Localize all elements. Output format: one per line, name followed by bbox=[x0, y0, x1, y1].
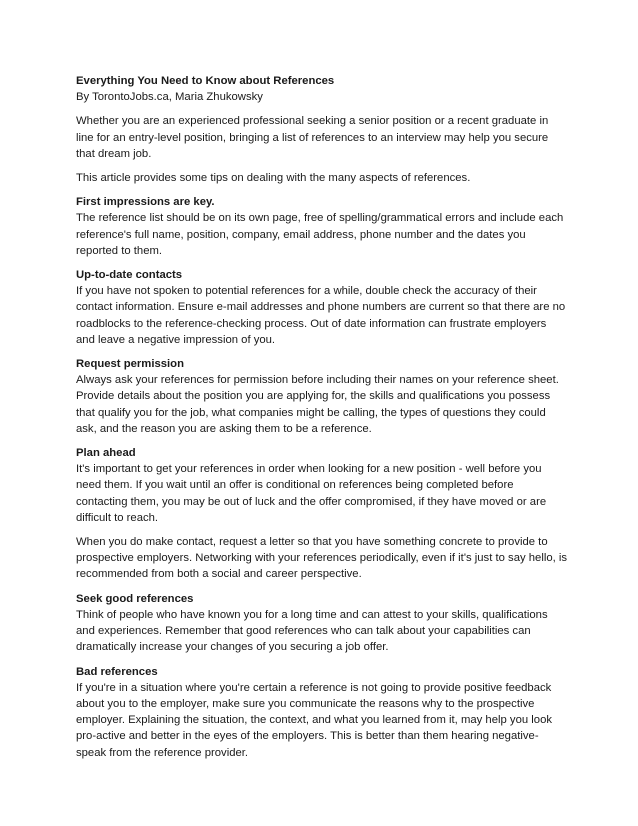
section-first-impressions bbox=[76, 194, 568, 259]
section-heading: Plan ahead bbox=[76, 447, 136, 460]
section-heading: Up-to-date contacts bbox=[76, 269, 183, 282]
section-paragraph: The reference list should be on its own page, free of spelling/grammatical errors and include each reference's full name, position, company, email address, phone number and the dates you reported to them. bbox=[76, 212, 564, 257]
section-request-permission bbox=[76, 356, 568, 437]
section-bad-references bbox=[76, 664, 568, 761]
article-title: Everything You Need to Know about References bbox=[76, 75, 335, 87]
intro-paragraph: Whether you are an experienced professional seeking a senior position or a recent graduate in line for an entry-level position, bringing a list of references to an interview may help you secure that dream job. bbox=[76, 115, 549, 160]
article-byline: By TorontoJobs.ca, Maria Zhukowsky bbox=[76, 91, 263, 104]
section-heading: First impressions are key. bbox=[76, 196, 215, 209]
section-plan-ahead bbox=[76, 445, 568, 583]
section-paragraph: When you do make contact, request a letter so that you have something concrete to provide to prospective employers. Networking with your references periodically, even if it's just to say hello, is recommended from both a social and career perspective. bbox=[76, 536, 568, 581]
article-body bbox=[76, 73, 568, 769]
section-paragraph: It's important to get your references in order when looking for a new position - well before you need them. If you wait until an offer is conditional on references being completed before contacting them, you may be out of luck and the offer compromised, if they have moved or are difficult to reach. bbox=[76, 463, 547, 524]
section-paragraph: If you're in a situation where you're certain a reference is not going to provide positive feedback about you to the employer, make sure you communicate the reasons why to the prospective employer. Explaining the situation, the context, and what you learned from it, may help you look pro-active and better in the eyes of the employers. This is better than them hearing negative-speak from the reference provider. bbox=[76, 681, 552, 759]
intro-paragraph: This article provides some tips on dealing with the many aspects of references. bbox=[76, 172, 471, 185]
section-paragraph: If you have not spoken to potential references for a while, double check the accuracy of their contact information. Ensure e-mail addresses and phone numbers are current so that there are no roadblocks to the reference-checking process. Out of date information can frustrate employers and leave a negative impression of you. bbox=[76, 285, 566, 346]
section-paragraph: Think of people who have known you for a long time and can attest to your skills, qualifications and experiences. Remember that good references who can talk about your capabilities can dramatically increase your changes of you securing a job offer. bbox=[76, 608, 548, 654]
section-heading: Seek good references bbox=[76, 592, 194, 605]
section-heading: Request permission bbox=[76, 358, 184, 371]
section-heading: Bad references bbox=[76, 665, 158, 678]
section-seek-good-references bbox=[76, 591, 568, 656]
section-up-to-date-contacts bbox=[76, 267, 568, 348]
section-paragraph: Always ask your references for permission before including their names on your reference sheet. Provide details about the position you are applying for, the skills and qualifications you possess that qualify you for the job, what companies might be calling, the types of questions they could ask, and the reason you are asking them to be a reference. bbox=[76, 374, 559, 435]
